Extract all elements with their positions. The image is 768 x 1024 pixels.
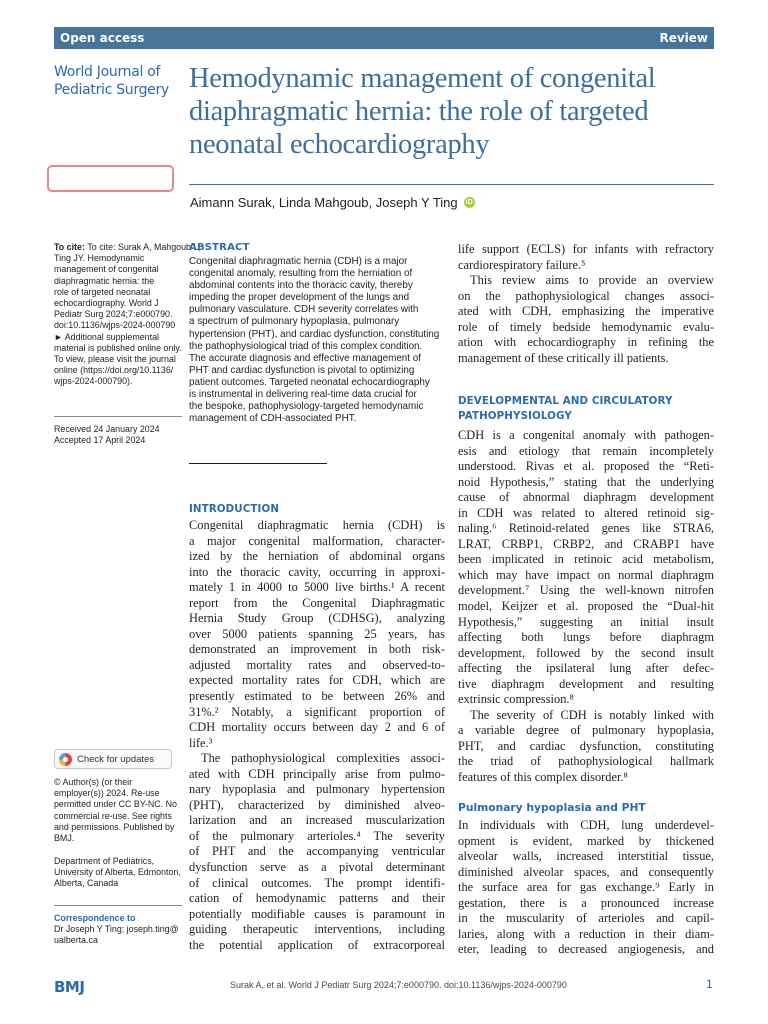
top-banner — [54, 27, 714, 49]
abstract-line: the pathophysiological triad of this complex condition. — [189, 340, 423, 352]
cite-line: echocardiography. World J — [54, 298, 159, 309]
check-for-updates-button[interactable] — [54, 749, 172, 769]
body-line: presently estimated to be between 26% and — [189, 689, 445, 704]
accepted-date: Accepted 17 April 2024 — [54, 435, 146, 446]
cite-line[interactable]: online (https://doi.org/10.1136/ — [54, 365, 174, 376]
page-number: 1 — [706, 977, 713, 991]
body-line: (PHT), characterized by diminished alveo- — [189, 797, 445, 812]
authors-text: Aimann Surak, Linda Mahgoub, Joseph Y Ting — [190, 195, 458, 210]
abstract-line: abdominal contents into the thoracic cavity, thereby — [189, 280, 413, 292]
body-line: ated with CDH, emphasizing the imperative — [458, 304, 714, 319]
body-line: life support (ECLS) for infants with refractory — [458, 242, 714, 256]
abstract-line: congenital anomaly, resulting from the herniation of — [189, 268, 413, 280]
correspondence-heading: Correspondence to — [54, 913, 136, 923]
cite-line: management of congenital — [54, 264, 159, 275]
body-line: LRAT, CRBP1, CRBP2, and CRABP1 have — [458, 536, 714, 551]
body-line: The severity of CDH is notably linked with — [470, 707, 714, 722]
abstract-line: management of CDH-associated PHT. — [189, 413, 357, 425]
body-line: cardiorespiratory failure.⁵ — [458, 257, 586, 272]
body-line: over 5000 patients spanning 25 years, has — [189, 626, 445, 641]
body-line: larization and an increased muscularization — [189, 813, 445, 828]
affiliation-block — [54, 856, 182, 890]
body-line: dysfunction serve as a pivotal determinant — [189, 860, 445, 875]
body-line: on the pathophysiological changes associ- — [458, 288, 714, 303]
body-line: opment is evident, marked by thickened — [458, 833, 714, 848]
body-line: in the muscularity of arterioles and capil- — [458, 911, 714, 926]
cite-line: diaphragmatic hernia: the — [54, 275, 155, 286]
affiliation-line: Alberta, Canada — [54, 878, 119, 889]
body-line: affecting the ipsilateral lung after defec- — [458, 661, 714, 676]
footer-citation: Surak A, et al. World J Pediatr Surg 2024;7:e000790. doi:10.1136/wjps-2024-000790 — [230, 980, 567, 990]
cite-line: ► Additional supplemental — [54, 331, 159, 342]
body-line: development, followed by the second insult — [458, 645, 714, 660]
body-line: management of these critically ill patients. — [458, 350, 669, 365]
title-line: Hemodynamic management of congenital — [189, 63, 656, 94]
body-line: of clinical outcomes. The prompt identifi- — [189, 875, 445, 890]
body-line: ation with echocardiography in refining the — [458, 335, 714, 350]
abstract-line: The accurate diagnosis and effective management of — [189, 352, 422, 364]
body-line: life.³ — [189, 735, 213, 750]
body-line: in CDH was related to altered retinoid sig- — [458, 505, 714, 520]
heading-line: PATHOPHYSIOLOGY — [458, 410, 572, 422]
body-line: ized by the herniation of abdominal organs — [189, 549, 445, 564]
abstract-body — [189, 256, 439, 425]
developmental-body — [458, 428, 714, 786]
body-line: expected mortality rates for CDH, which are — [189, 673, 445, 688]
copyright-line: © Author(s) (or their — [54, 777, 133, 787]
correspondence-line[interactable]: ualberta.ca — [54, 935, 98, 946]
dates-block — [54, 424, 182, 446]
body-line: mately 1 in 4000 to 5000 live births.¹ A recent — [189, 580, 445, 595]
body-line: demonstrated an improvement in both risk- — [189, 642, 445, 657]
copyright-line: permitted under CC BY-NC. No — [54, 799, 177, 810]
body-line: Hypothesis,” suggesting an initial insult — [458, 614, 714, 629]
body-line: affecting both lungs before diaphragm — [458, 630, 714, 645]
cite-line: material is published online only. — [54, 342, 182, 353]
abstract-line: impeding the proper development of the lungs and — [189, 292, 410, 304]
body-line: which may have impact on normal diaphragm — [458, 567, 714, 582]
body-line: naling.⁶ Retinoid-related genes like STRA6, — [458, 521, 714, 536]
body-line: role of timely bedside hemodynamic evalu- — [458, 319, 714, 334]
citation-block — [54, 242, 201, 388]
body-line: This review aims to provide an overview — [470, 273, 714, 288]
title-divider — [189, 184, 714, 185]
body-line: understood. Rivas et al. proposed the “Reti- — [458, 459, 714, 474]
heading-line: DEVELOPMENTAL AND CIRCULATORY — [458, 395, 673, 407]
body-line: The pathophysiological complexities associ- — [201, 751, 445, 766]
body-line: development.⁷ Using the well-known nitrofen — [458, 583, 714, 598]
received-date: Received 24 January 2024 — [54, 424, 160, 434]
abstract-heading: ABSTRACT — [189, 242, 250, 253]
abstract-line: is instrumental in delivering real-time data crucial for — [189, 389, 417, 401]
cite-line: Ting JY. Hemodynamic — [54, 253, 145, 264]
title-line: diaphragmatic hernia: the role of targeted — [189, 96, 649, 127]
subsection-heading: Pulmonary hypoplasia and PHT — [458, 801, 646, 814]
cite-line: To cite: To cite: Surak A, Mahgoub L, — [54, 242, 201, 252]
sidebar-divider — [54, 416, 182, 417]
body-line: the surface area for gas exchange.⁹ Early in — [458, 880, 714, 895]
body-line: model, Keijzer et al. proposed the “Dual-hit — [458, 599, 714, 614]
body-line: esis and etiology that remain incompletely — [458, 443, 714, 458]
body-line: ated with CDH principally arise from pulmo- — [189, 766, 445, 781]
cite-line: role of targeted neonatal — [54, 286, 151, 297]
developmental-heading — [458, 394, 673, 424]
body-line: gestation, there is a pronounced increase — [458, 895, 714, 910]
body-line: adjusted mortality rates and observed-to- — [189, 657, 445, 672]
copyright-block — [54, 777, 182, 844]
body-line: In individuals with CDH, lung underdevel- — [458, 818, 714, 832]
affiliation-line: University of Alberta, Edmonton, — [54, 867, 181, 878]
check-updates-label: Check for updates — [77, 753, 155, 765]
body-line: 31%.² Notably, a significant proportion of — [189, 704, 445, 719]
body-line: PHT, and cardiac dysfunction, constituting — [458, 738, 714, 753]
abstract-line: a spectrum of pulmonary hypoplasia, pulmonary — [189, 316, 400, 328]
correspondence-block — [54, 913, 182, 947]
body-line: a major congenital malformation, character- — [189, 533, 445, 548]
author-list — [190, 195, 475, 210]
body-line: noid Hypothesis,” stating that the underlying — [458, 474, 714, 489]
copyright-line: commercial re-use. See rights — [54, 810, 172, 821]
journal-name[interactable] — [54, 63, 184, 99]
body-line: alveolar walls, increased interstitial tissue, — [458, 849, 714, 864]
body-line: CDH is a congenital anomaly with pathogen- — [458, 428, 714, 442]
body-line: features of this complex disorder.⁸ — [458, 770, 628, 785]
body-line: Hernia Study Group (CDHSG), analyzing — [189, 611, 445, 626]
body-line: potentially modifiable causes is paramount in — [189, 906, 445, 921]
abstract-line: the bespoke, pathophysiology-targeted hemodynamic — [189, 401, 424, 413]
body-line: eter, leading to decreased angiogenesis, and — [458, 942, 714, 957]
body-line: of the pulmonary arterioles.⁴ The severity — [189, 828, 445, 843]
abstract-line: hypertension (PHT), and cardiac dysfunction, constituting — [189, 328, 440, 340]
title-line: neonatal echocardiography — [189, 129, 490, 160]
body-line: been implicated in retinoic acid metabolism, — [458, 552, 714, 567]
article-title — [189, 62, 719, 161]
cite-line[interactable]: wjps-2024-000790). — [54, 376, 133, 387]
abstract-divider — [189, 463, 327, 464]
bmj-logo[interactable]: BMJ — [54, 978, 85, 996]
orcid-icon[interactable]: iD — [465, 199, 473, 206]
body-line: into the thoracic cavity, occurring in approxi- — [189, 564, 445, 579]
abstract-line: patient outcomes. Targeted neonatal echocardiography — [189, 376, 430, 388]
body-line: report from the Congenital Diaphragmatic — [189, 595, 445, 610]
body-line: diminished alveolar spaces, and consequently — [458, 864, 714, 879]
cite-line: To view, please visit the journal — [54, 354, 176, 365]
body-line: extrinsic compression.⁸ — [458, 692, 574, 707]
body-line: a variable degree of pulmonary hypoplasia, — [458, 723, 714, 738]
journal-name-line: World Journal of — [54, 64, 161, 80]
abstract-line: PHT and cardiac dysfunction is pivotal to optimizing — [189, 364, 415, 376]
introduction-body — [189, 518, 445, 953]
body-line: tive diaphragm development and resulting — [458, 676, 714, 691]
journal-name-line: Pediatric Surgery — [54, 82, 169, 98]
correspondence-line[interactable]: Dr Joseph Y Ting; joseph.ting@ — [54, 924, 179, 935]
copyright-line: BMJ. — [54, 833, 75, 844]
body-line: CDH mortality occurs between day 2 and 6 of — [189, 720, 445, 735]
introduction-heading: INTRODUCTION — [189, 503, 280, 515]
body-line: the potential application of extracorporeal — [189, 937, 445, 952]
open-access-label: Open access — [60, 31, 145, 45]
body-line: nary hypoplasia and pulmonary hypertension — [189, 782, 445, 797]
cite-line[interactable]: doi:10.1136/wjps-2024-000790 — [54, 320, 176, 331]
affiliation-line: Department of Pediatrics, — [54, 856, 155, 866]
copyright-line: and permissions. Published by — [54, 821, 175, 832]
body-line: guiding therapeutic interventions, including — [189, 922, 445, 937]
body-line: the triad of pathophysiological hallmark — [458, 754, 714, 769]
copyright-line: employer(s)) 2024. Re-use — [54, 788, 160, 799]
body-line: cation of hemodynamic patterns and their — [189, 891, 445, 906]
crossmark-icon — [59, 753, 72, 766]
body-line: cause of abnormal diaphragm development — [458, 490, 714, 505]
body-line: Congenital diaphragmatic hernia (CDH) is — [189, 518, 445, 532]
right-column-intro — [458, 242, 714, 366]
body-line: laries, along with a reduction in their diam- — [458, 926, 714, 941]
subsection-body — [458, 818, 714, 958]
cite-line: Pediatr Surg 2024;7:e000790. — [54, 309, 173, 320]
article-type-label: Review — [659, 31, 708, 45]
abstract-line: pulmonary vasculature. CDH severity correlates with — [189, 304, 419, 316]
body-line: of PHT and the accompanying ventricular — [189, 844, 445, 859]
highlight-box — [47, 165, 174, 192]
sidebar-divider — [54, 905, 182, 906]
abstract-line: Congenital diaphragmatic hernia (CDH) is a major — [189, 256, 408, 267]
